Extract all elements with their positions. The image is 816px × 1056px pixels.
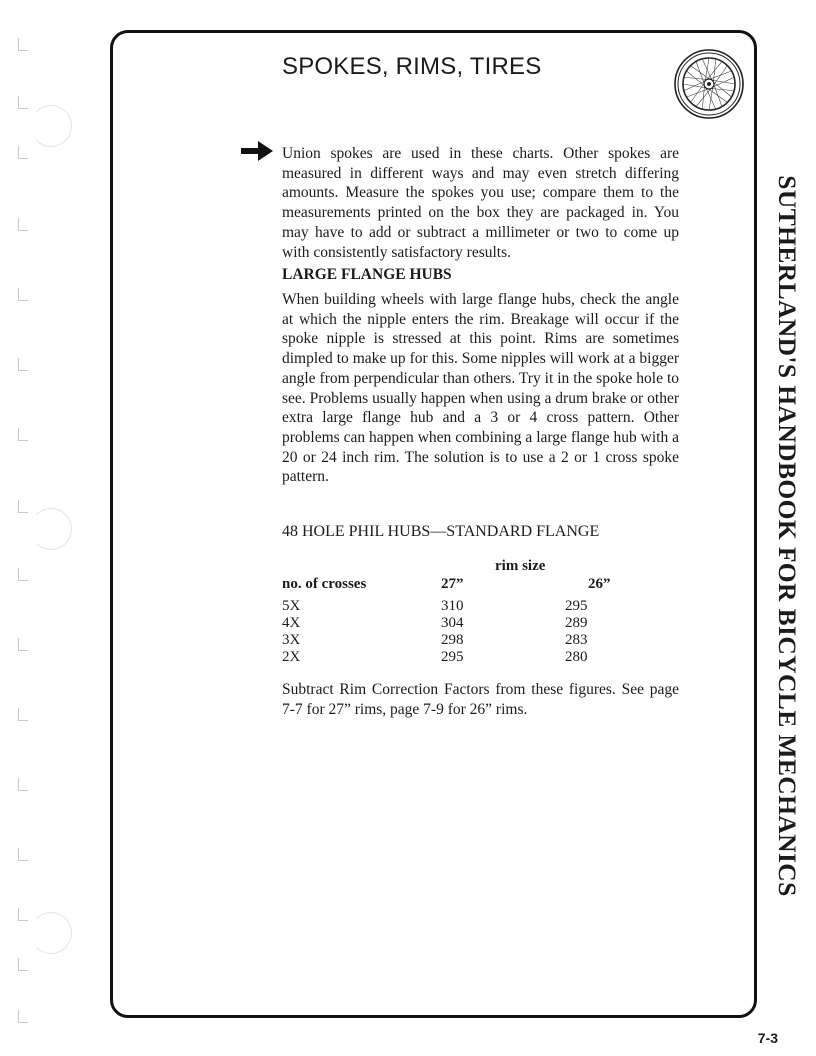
page-title: SPOKES, RIMS, TIRES [282,53,542,80]
binder-slot [18,288,28,301]
table-title: 48 HOLE PHIL HUBS—STANDARD FLANGE [282,523,600,540]
cell-26-inch: 283 [565,632,588,648]
binder-ring-hole [30,105,72,147]
rim-correction-note: Subtract Rim Correction Factors from these figures. See page 7-7 for 27” rims, page 7-9 for 26” rims. [282,681,679,718]
intro-paragraph: Union spokes are used in these charts. Other spokes are measured in different ways and may even stretch differing amounts. Measure the spokes you use; compare them to the measurements printed on the box they are packaged in. You may have to add or subtract a millimeter or two to come up with consistently satisfactory results. [282,145,679,261]
binder-slot [18,958,28,971]
binder-slot [18,358,28,371]
column-header-26-inch: 26” [588,576,611,592]
binder-slot [18,38,28,51]
column-header-27-inch: 27” [441,576,464,592]
cell-crosses: 2X [282,649,301,665]
binder-slot [18,218,28,231]
binder-ring-hole [30,912,72,954]
binder-slot [18,500,28,513]
large-flange-heading: LARGE FLANGE HUBS [282,266,452,283]
binder-slot [18,96,28,109]
cell-27-inch: 295 [441,649,464,665]
binder-slot [18,428,28,441]
column-header-crosses: no. of crosses [282,576,367,592]
large-flange-paragraph: When building wheels with large flange hubs, check the angle at which the nipple enters the rim. Breakage will occur if the spoke nipple is stressed at this point. Rims are sometimes dimpled to make up for this. Some nipples will work at a bigger angle from perpendicular than others. Try it in the spoke hole to see. Problems usually happen when using a drum brake or other extra large flange hub and a 3 or 4 cross pattern. Other problems can happen when combining a large flange hub with a 20 or 24 inch rim. The solution is to use a 2 or 1 cross spoke pattern. [282,291,679,486]
cell-26-inch: 295 [565,598,588,614]
bicycle-wheel-icon [673,48,745,120]
cell-27-inch: 304 [441,615,464,631]
binder-slot [18,908,28,921]
binder-slot [18,708,28,721]
binder-margin [18,0,38,1056]
binder-slot [18,1010,28,1023]
binder-slot [18,778,28,791]
binder-slot [18,638,28,651]
cell-crosses: 3X [282,632,301,648]
binder-slot [18,146,28,159]
rim-size-group-header: rim size [495,558,546,574]
arrow-right-icon [240,140,274,162]
cell-crosses: 4X [282,615,301,631]
page-number: 7-3 [757,1030,778,1046]
book-title-spine: SUTHERLAND'S HANDBOOK FOR BICYCLE MECHANICS [773,175,802,897]
binder-slot [18,568,28,581]
cell-26-inch: 289 [565,615,588,631]
binder-ring-hole [30,508,72,550]
cell-26-inch: 280 [565,649,588,665]
binder-slot [18,848,28,861]
cell-27-inch: 310 [441,598,464,614]
cell-crosses: 5X [282,598,301,614]
cell-27-inch: 298 [441,632,464,648]
